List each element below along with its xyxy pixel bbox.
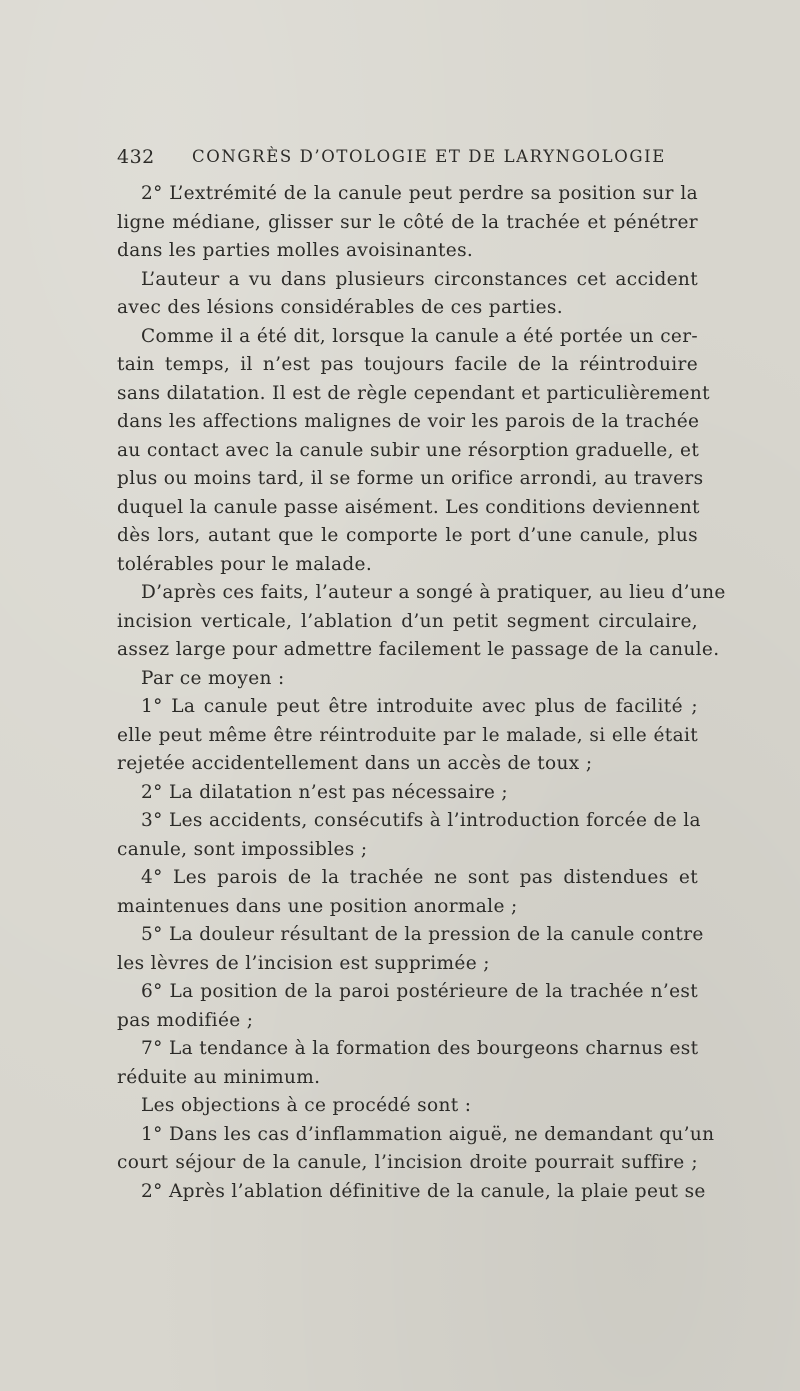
text-line: dans les affections malignes de voir les parois de la trachée bbox=[117, 411, 700, 432]
text-line: 6° La position de la paroi postérieure de la trachée n’est bbox=[141, 981, 698, 1002]
text-line: les lèvres de l’incision est supprimée ; bbox=[117, 952, 490, 974]
text-line: 2° L’extrémité de la canule peut perdre sa position sur la bbox=[141, 183, 698, 204]
text-line: 7° La tendance à la formation des bourgeons charnus est bbox=[141, 1038, 699, 1059]
page-number: 432 bbox=[117, 146, 155, 168]
text-line: Comme il a été dit, lorsque la canule a été portée un cer- bbox=[141, 325, 698, 347]
text-line: tain temps, il n’est pas toujours facile de la réintroduire bbox=[117, 354, 698, 375]
text-line: plus ou moins tard, il se forme un orifice arrondi, au travers bbox=[117, 468, 704, 489]
text-line: ligne médiane, glisser sur le côté de la trachée et pénétrer bbox=[117, 211, 698, 233]
running-title: CONGRÈS D’OTOLOGIE ET DE LARYNGOLOGIE bbox=[192, 147, 666, 166]
text-line: Les objections à ce procédé sont : bbox=[141, 1095, 472, 1116]
text-line: D’après ces faits, l’auteur a songé à pratiquer, au lieu d’une bbox=[141, 582, 726, 603]
text-line: assez large pour admettre facilement le passage de la canule. bbox=[117, 639, 720, 660]
text-line: 4° Les parois de la trachée ne sont pas distendues et bbox=[141, 867, 698, 888]
text-line: réduite au minimum. bbox=[117, 1066, 321, 1088]
text-line: dans les parties molles avoisinantes. bbox=[117, 240, 474, 261]
text-line: 1° La canule peut être introduite avec plus de facilité ; bbox=[141, 696, 698, 717]
running-header bbox=[117, 146, 717, 172]
text-line: canule, sont impossibles ; bbox=[117, 838, 368, 860]
text-line: elle peut même être réintroduite par le malade, si elle était bbox=[117, 724, 698, 746]
text-line: 5° La douleur résultant de la pression de la canule contre bbox=[141, 924, 704, 945]
text-line: 3° Les accidents, consécutifs à l’introduction forcée de la bbox=[141, 810, 701, 831]
text-line: maintenues dans une position anormale ; bbox=[117, 895, 518, 917]
text-line: 1° Dans les cas d’inflammation aiguë, ne demandant qu’un bbox=[141, 1123, 715, 1145]
text-line: incision verticale, l’ablation d’un petit segment circulaire, bbox=[117, 610, 698, 632]
text-line: avec des lésions considérables de ces parties. bbox=[117, 297, 563, 318]
text-line: sans dilatation. Il est de règle cependant et particulièrement bbox=[117, 382, 710, 404]
text-line: duquel la canule passe aisément. Les conditions deviennent bbox=[117, 496, 700, 518]
text-line: rejetée accidentellement dans un accès de toux ; bbox=[117, 753, 593, 774]
text-line: Par ce moyen : bbox=[141, 667, 285, 689]
body-text bbox=[117, 180, 726, 1206]
text-line: dès lors, autant que le comporte le port d’une canule, plus bbox=[117, 525, 698, 546]
text-line: court séjour de la canule, l’incision droite pourrait suffire ; bbox=[117, 1152, 698, 1173]
text-line: L’auteur a vu dans plusieurs circonstances cet accident bbox=[141, 268, 698, 290]
text-line: 2° Après l’ablation définitive de la canule, la plaie peut se bbox=[141, 1180, 706, 1202]
text-line: 2° La dilatation n’est pas nécessaire ; bbox=[141, 781, 509, 803]
text-line: pas modifiée ; bbox=[117, 1009, 254, 1031]
text-line: tolérables pour le malade. bbox=[117, 553, 373, 575]
text-line: au contact avec la canule subir une résorption graduelle, et bbox=[117, 439, 700, 461]
